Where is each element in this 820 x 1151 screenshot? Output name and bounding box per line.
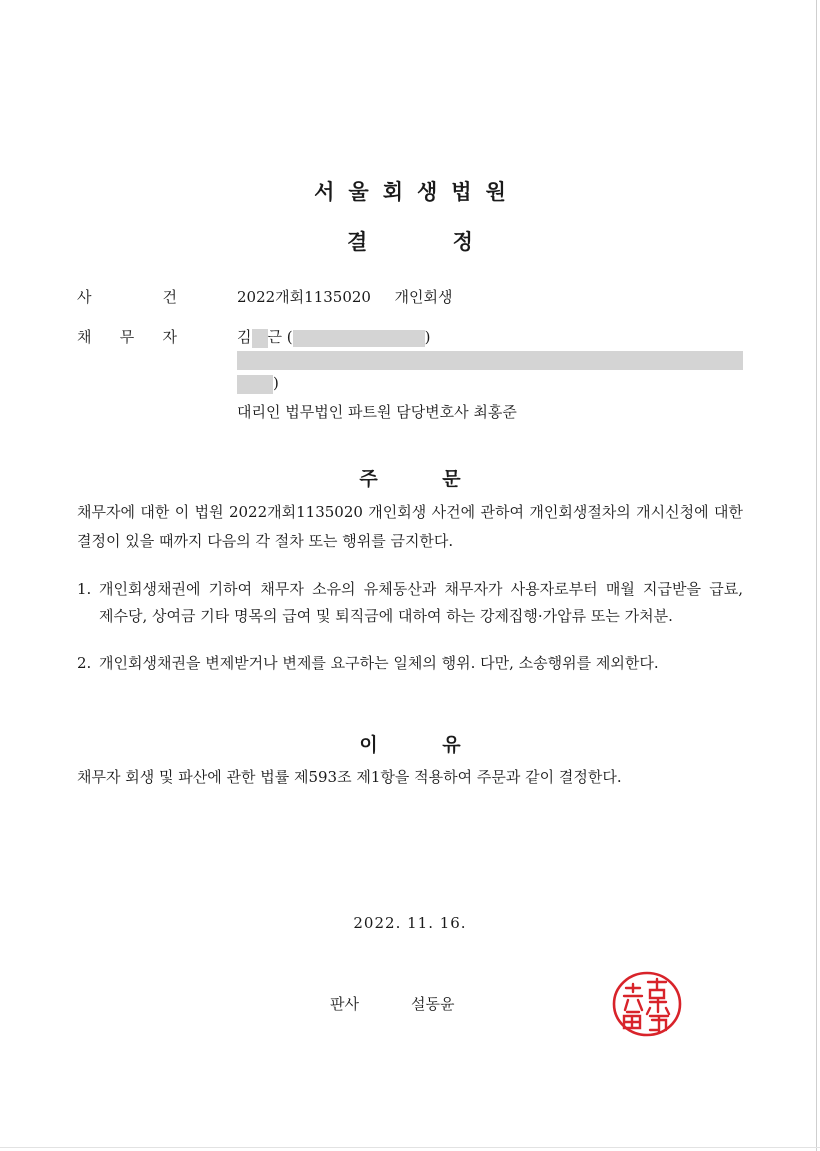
debtor-id-close: ) <box>424 328 431 346</box>
order-item-number: 2. <box>77 654 92 672</box>
court-title: 서울회생법원 <box>314 180 520 204</box>
decision-date: 2022. 11. 16. <box>353 914 467 932</box>
debtor-address-end <box>237 374 279 394</box>
order-item-number: 1. <box>77 580 92 598</box>
order-item-2 <box>77 650 743 677</box>
debtor-name-first: 김 <box>237 328 252 346</box>
page-edge-bottom <box>0 1147 820 1148</box>
debtor-name-line <box>237 326 430 348</box>
judge-label: 판사 <box>330 995 359 1013</box>
debtor-name-last: 근 ( <box>267 328 293 346</box>
reason-heading: 이 유 <box>359 734 461 756</box>
debtor-agent: 대리인 법무법인 파트원 담당변호사 최홍준 <box>237 403 517 421</box>
judge-seal-stamp <box>610 970 684 1038</box>
label-char: 사 <box>77 288 92 306</box>
redaction-block <box>252 329 268 348</box>
label-char: 채 <box>77 328 92 346</box>
order-item-text: 개인회생채권을 변제받거나 변제를 요구하는 일체의 행위. 다만, 소송행위를 제외한다. <box>99 654 659 672</box>
label-char: 자 <box>162 328 177 346</box>
debtor-label <box>77 326 177 347</box>
redaction-block <box>293 330 425 347</box>
label-char: 건 <box>162 288 177 306</box>
case-type: 개인회생 <box>394 288 453 306</box>
order-intro: 채무자에 대한 이 법원 2022개회1135020 개인회생 사건에 관하여 개인회생절차의 개시신청에 대한 결정이 있을 때까지 다음의 각 절차 또는 행위를 금지한다. <box>77 503 743 550</box>
page-edge-right <box>816 0 817 1151</box>
case-number: 2022개회1135020 <box>237 288 371 306</box>
reason-text: 채무자 회생 및 파산에 관한 법률 제593조 제1항을 적용하여 주문과 같이 결정한다. <box>77 768 622 786</box>
order-heading: 주 문 <box>359 468 461 490</box>
order-item-1 <box>77 576 743 629</box>
redaction-block-address <box>237 351 743 370</box>
label-char: 무 <box>119 328 135 346</box>
document-type-title: 결 정 <box>347 230 473 254</box>
case-label <box>77 286 177 307</box>
address-close: ) <box>273 374 279 392</box>
redaction-block <box>237 375 273 394</box>
case-value <box>237 286 453 307</box>
judge-name: 설동윤 <box>411 995 455 1013</box>
order-item-text: 개인회생채권에 기하여 채무자 소유의 유체동산과 채무자가 사용자로부터 매월 지급받을 급료, 제수당, 상여금 기타 명목의 급여 및 퇴직금에 대하여 하는 강제집행·가압류 또는 가처분. <box>99 580 743 625</box>
